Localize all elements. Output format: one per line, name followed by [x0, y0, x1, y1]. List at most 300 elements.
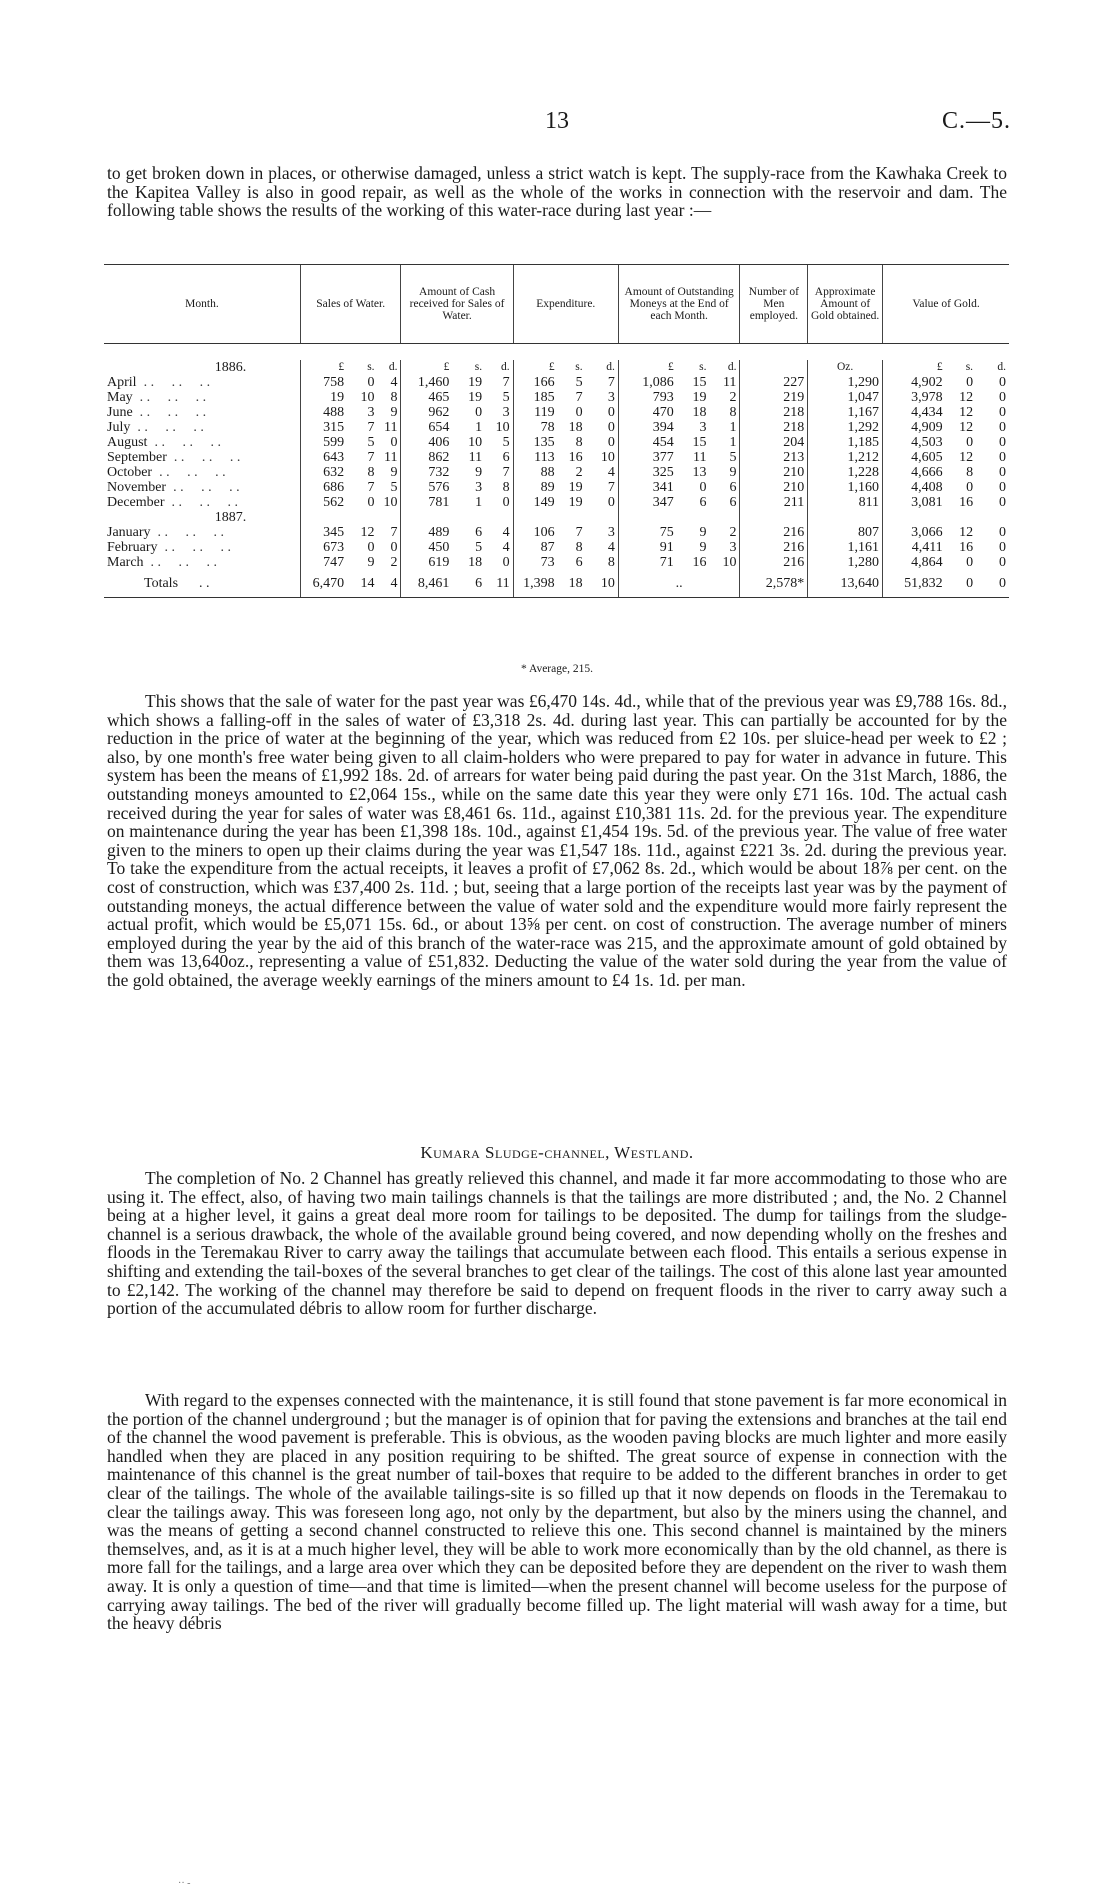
- exp-d: 0: [607, 420, 615, 435]
- totals-label: Totals . .: [104, 570, 300, 598]
- men-cell: 218: [740, 420, 808, 435]
- table-row: [104, 405, 1009, 420]
- cash-s: 18: [468, 555, 483, 570]
- cash-s: 19: [468, 375, 483, 390]
- cash-s: 19: [468, 390, 483, 405]
- water-race-table: [104, 264, 1009, 598]
- out-d: 11: [722, 375, 737, 390]
- exp-s: 8: [575, 435, 583, 450]
- section-heading-part2: Westland.: [614, 1143, 694, 1162]
- unit-pence: d.: [388, 361, 398, 373]
- out-s: 16: [692, 555, 707, 570]
- page-number: 13: [545, 108, 569, 134]
- sales-d: 11: [383, 450, 398, 465]
- val-l: 4,605: [883, 450, 946, 465]
- unit-shilling: s.: [367, 361, 375, 373]
- table-row: [104, 435, 1009, 450]
- men-cell: 211: [740, 495, 808, 510]
- exp-d: 4: [607, 465, 615, 480]
- val-s: 16: [959, 495, 974, 510]
- month-cell: March . . . . . .: [107, 555, 218, 570]
- sales-d: 10: [383, 495, 398, 510]
- month-cell: February . . . . . .: [107, 540, 232, 555]
- page-header: [0, 108, 1114, 138]
- gold-oz-cell: 1,160: [808, 480, 883, 495]
- cash-l: 654: [401, 420, 452, 435]
- out-s: 11: [693, 450, 707, 465]
- exp-l: 87: [513, 540, 557, 555]
- val-l: 4,902: [883, 375, 946, 390]
- sales-s: 0: [367, 375, 375, 390]
- out-l: 1,086: [618, 375, 676, 390]
- leader-dots: . . . . . .: [152, 465, 226, 480]
- exp-l: 78: [513, 420, 557, 435]
- unit-pound: £: [401, 360, 452, 375]
- val-l: 4,503: [883, 435, 946, 450]
- leader-dots: . . . . . .: [132, 390, 207, 405]
- out-l: 454: [618, 435, 676, 450]
- val-s: 0: [966, 435, 974, 450]
- rows-1886: [104, 375, 1009, 510]
- out-d: 3: [729, 540, 737, 555]
- out-l: 71: [618, 555, 676, 570]
- sales-d: 9: [390, 465, 398, 480]
- unit-shilling: s.: [474, 361, 483, 373]
- exp-s: 8: [575, 540, 583, 555]
- out-d: 9: [729, 465, 737, 480]
- totals-row: [104, 570, 1009, 598]
- exp-l: 149: [513, 495, 557, 510]
- leader-dots: . . . . . .: [164, 495, 239, 510]
- val-s: 12: [959, 420, 974, 435]
- totals-men: 2,578*: [740, 570, 808, 598]
- out-s: 19: [692, 390, 707, 405]
- totals-cash-s: 6: [452, 570, 485, 598]
- cash-s: 6: [475, 525, 483, 540]
- exp-d: 7: [607, 375, 615, 390]
- sales-l: 747: [300, 555, 347, 570]
- channel-paragraph-2: With regard to the expenses connected with the maintenance, it is still found that stone pavement is far more economical in the portion of the channel underground ; but the manager is of opinion that for paving the extensions and branches at the tail end of the channel the wood pavement is preferable. This is obvious, as the wooden paving blocks are much lighter and more easily handled when they are placed in any position requiring to be shifted. The great source of expense in connection with the maintenance of this channel is the great number of tail-boxes that require to be added to the different branches in order to get clear of the tailings. The whole of the available tailings-site is so filled up that it now depends on floods in the Teremakau to clear the tailings away. This was foreseen long ago, not only by the department, but also by the miners using the channel, and was the means of getting a second channel constructed to relieve this one. This second channel is maintained by the miners themselves, and, as it is at a much higher level, they will be able to work more economically than by the old channel, as there is more fall for the tailings, and a large area over which they can be deposited before they are dependent on the river to wash them away. It is only a question of time—and that time is limited—when the present channel will become useless for the purpose of carrying away tailings. The bed of the river will gradually become filled up. The light material will wash away for a time, but the heavy débris: [107, 1390, 1007, 1634]
- exp-d: 0: [607, 435, 615, 450]
- gold-oz-cell: 1,167: [808, 405, 883, 420]
- unit-ounces: Oz.: [808, 360, 883, 375]
- month-cell: December . . . . . .: [107, 495, 239, 510]
- out-l: 470: [618, 405, 676, 420]
- val-l: 3,066: [883, 525, 946, 540]
- bottom-mark: ·· ‐: [178, 1878, 191, 1889]
- month-cell: October . . . . . .: [107, 465, 226, 480]
- month-cell: September . . . . . .: [107, 450, 241, 465]
- sales-s: 3: [367, 405, 375, 420]
- leader-dots: . . . . . .: [166, 480, 240, 495]
- men-cell: 204: [740, 435, 808, 450]
- cash-l: 489: [401, 525, 452, 540]
- leader-dots: . . . . . .: [157, 540, 232, 555]
- val-s: 0: [966, 375, 974, 390]
- val-s: 12: [959, 405, 974, 420]
- exp-l: 89: [513, 480, 557, 495]
- table-row: [104, 450, 1009, 465]
- sales-d: 9: [390, 405, 398, 420]
- val-d: 0: [999, 435, 1006, 450]
- sales-d: 7: [390, 525, 398, 540]
- gold-oz-cell: 1,280: [808, 555, 883, 570]
- gold-oz-cell: 1,047: [808, 390, 883, 405]
- leader-dots: . . . . . .: [150, 525, 225, 540]
- sales-l: 673: [300, 540, 347, 555]
- cash-l: 962: [401, 405, 452, 420]
- men-cell: 216: [740, 540, 808, 555]
- exp-d: 0: [607, 495, 615, 510]
- out-d: 6: [729, 480, 737, 495]
- sales-d: 2: [390, 555, 398, 570]
- val-l: 4,411: [883, 540, 946, 555]
- header-men: Number of Men employed.: [740, 265, 808, 344]
- men-cell: 227: [740, 375, 808, 390]
- unit-pence: d.: [606, 361, 615, 373]
- sales-l: 599: [300, 435, 347, 450]
- month-cell: November . . . . . .: [107, 480, 240, 495]
- exp-l: 73: [513, 555, 557, 570]
- cash-d: 6: [502, 450, 510, 465]
- men-cell: 216: [740, 555, 808, 570]
- val-d: 0: [999, 405, 1006, 420]
- cash-l: 619: [401, 555, 452, 570]
- table-row: [104, 495, 1009, 510]
- val-l: 4,434: [883, 405, 946, 420]
- out-d: 1: [729, 420, 737, 435]
- val-d: 0: [999, 375, 1006, 390]
- header-outstanding: Amount of Outstanding Moneys at the End of each Month.: [618, 265, 740, 344]
- sales-d: 5: [390, 480, 398, 495]
- val-l: 3,978: [883, 390, 946, 405]
- month-cell: May . . . . . .: [107, 390, 207, 405]
- exp-l: 106: [513, 525, 557, 540]
- val-d: 0: [999, 450, 1006, 465]
- val-d: 0: [999, 390, 1006, 405]
- month-cell: April . . . . . .: [107, 375, 211, 390]
- gold-oz-cell: 1,228: [808, 465, 883, 480]
- val-s: 12: [959, 450, 974, 465]
- val-s: 12: [959, 390, 974, 405]
- gold-oz-cell: 1,185: [808, 435, 883, 450]
- totals-cash-d: 11: [485, 570, 513, 598]
- totals-exp-d: 10: [586, 570, 619, 598]
- table-row: [104, 555, 1009, 570]
- cash-s: 10: [468, 435, 483, 450]
- val-d: 0: [999, 555, 1006, 570]
- cash-l: 732: [401, 465, 452, 480]
- leader-dots: . . . . . .: [130, 420, 204, 435]
- totals-sales-s: 14: [347, 570, 377, 598]
- section-heading-part1: Kumara Sludge-channel,: [420, 1143, 610, 1162]
- totals-val-d: 0: [976, 570, 1009, 598]
- month-cell: June . . . . . .: [107, 405, 207, 420]
- val-d: 0: [999, 495, 1006, 510]
- unit-pence: d.: [727, 361, 737, 373]
- out-s: 9: [699, 525, 707, 540]
- leader-dots: . . . . . .: [166, 450, 241, 465]
- sales-l: 562: [300, 495, 347, 510]
- sales-l: 19: [300, 390, 347, 405]
- out-d: 10: [722, 555, 737, 570]
- cash-d: 5: [502, 390, 510, 405]
- cash-d: 4: [502, 525, 510, 540]
- table-header-row: [104, 265, 1009, 344]
- out-l: 325: [618, 465, 676, 480]
- exp-l: 135: [513, 435, 557, 450]
- val-l: 3,081: [883, 495, 946, 510]
- exp-d: 10: [600, 450, 615, 465]
- table-row: [104, 390, 1009, 405]
- exp-d: 3: [607, 525, 615, 540]
- out-l: 75: [618, 525, 676, 540]
- table-row: [104, 420, 1009, 435]
- exp-s: 7: [575, 525, 583, 540]
- sales-s: 5: [367, 435, 375, 450]
- sales-d: 11: [383, 420, 398, 435]
- cash-d: 7: [502, 465, 510, 480]
- sales-s: 0: [367, 540, 375, 555]
- cash-s: 5: [475, 540, 483, 555]
- cash-d: 7: [502, 375, 510, 390]
- sales-l: 632: [300, 465, 347, 480]
- table-row: [104, 540, 1009, 555]
- cash-d: 3: [502, 405, 510, 420]
- cash-s: 0: [475, 405, 483, 420]
- totals-exp-s: 18: [558, 570, 586, 598]
- leader-dots: . . . . . .: [147, 435, 221, 450]
- cash-s: 1: [475, 420, 483, 435]
- unit-pence: d.: [997, 361, 1006, 373]
- table-row: [104, 465, 1009, 480]
- cash-d: 8: [502, 480, 510, 495]
- val-s: 0: [966, 480, 974, 495]
- out-l: 91: [618, 540, 676, 555]
- unit-pound: £: [883, 360, 946, 375]
- sales-d: 0: [390, 540, 398, 555]
- out-s: 15: [692, 435, 707, 450]
- men-cell: 210: [740, 480, 808, 495]
- unit-shilling: s.: [575, 361, 583, 373]
- men-cell: 210: [740, 465, 808, 480]
- totals-sales-d: 4: [378, 570, 401, 598]
- sales-s: 8: [367, 465, 375, 480]
- cash-s: 9: [475, 465, 483, 480]
- sales-s: 7: [367, 450, 375, 465]
- sales-s: 12: [360, 525, 375, 540]
- leader-dots: . . . . . .: [143, 555, 218, 570]
- cash-s: 3: [475, 480, 483, 495]
- sales-d: 4: [390, 375, 398, 390]
- out-l: 793: [618, 390, 676, 405]
- val-d: 0: [999, 480, 1006, 495]
- exp-s: 16: [568, 450, 583, 465]
- val-l: 4,408: [883, 480, 946, 495]
- out-s: 3: [699, 420, 707, 435]
- year-label: 1886.: [214, 360, 247, 375]
- exp-s: 0: [575, 405, 583, 420]
- section-heading: [0, 1143, 1114, 1163]
- out-d: 5: [729, 450, 737, 465]
- header-gold-value: Value of Gold.: [883, 265, 1009, 344]
- leader-dots: . . . . . .: [136, 375, 211, 390]
- cash-d: 10: [495, 420, 510, 435]
- cash-l: 576: [401, 480, 452, 495]
- val-s: 0: [966, 555, 974, 570]
- cash-l: 465: [401, 390, 452, 405]
- cash-l: 406: [401, 435, 452, 450]
- table-footnote: * Average, 215.: [521, 663, 593, 675]
- val-d: 0: [999, 420, 1006, 435]
- cash-d: 5: [502, 435, 510, 450]
- out-s: 0: [699, 480, 707, 495]
- out-s: 9: [699, 540, 707, 555]
- month-cell: January . . . . . .: [107, 525, 225, 540]
- sales-l: 643: [300, 450, 347, 465]
- header-sales: Sales of Water.: [300, 265, 401, 344]
- cash-d: 0: [502, 495, 510, 510]
- val-l: 4,909: [883, 420, 946, 435]
- out-s: 18: [692, 405, 707, 420]
- totals-sales-l: 6,470: [300, 570, 347, 598]
- channel-paragraph-1: The completion of No. 2 Channel has greatly relieved this channel, and made it far more accommodating to those who are using it. The effect, also, of having two main tailings channels is that the tailings are more distributed ; and, the No. 2 Channel being at a higher level, it gains a great deal more room for tailings to be deposited. The dump for tailings from the sludge-channel is a serious drawback, the whole of the available ground being covered, and now depending wholly on the freshes and floods in the Teremakau River to carry away the tailings that accumulate between each flood. This entails a serious expense in shifting and extending the tail-boxes of the several branches to get clear of the tailings. The cost of this alone last year amounted to £2,142. The working of the channel may therefore be said to depend on frequent floods in the river to carry away such a portion of the accumulated débris to allow room for further discharge.: [107, 1168, 1007, 1319]
- val-d: 0: [999, 525, 1006, 540]
- exp-d: 0: [607, 405, 615, 420]
- intro-paragraph: to get broken down in places, or otherwise damaged, unless a strict watch is kept. The supply-race from the Kawhaka Creek to the Kapitea Valley is also in good repair, as well as the whole of the works in connection with the reservoir and dam. The following table shows the results of the working of this water-race during last year :—: [107, 163, 1007, 221]
- exp-d: 8: [607, 555, 615, 570]
- exp-s: 18: [568, 420, 583, 435]
- sales-d: 0: [390, 435, 398, 450]
- sales-l: 488: [300, 405, 347, 420]
- val-d: 0: [999, 465, 1006, 480]
- units-row: [104, 360, 1009, 375]
- exp-l: 119: [513, 405, 557, 420]
- totals-val-l: 51,832: [883, 570, 946, 598]
- out-d: 1: [729, 435, 737, 450]
- cash-d: 0: [502, 555, 510, 570]
- val-d: 0: [999, 540, 1006, 555]
- summary-paragraph: This shows that the sale of water for the past year was £6,470 14s. 4d., while that of the previous year was £9,788 16s. 8d., which shows a falling-off in the sales of water of £3,318 2s. 4d. during last year. This can partially be accounted for by the reduction in the price of water at the beginning of the year, which was reduced from £2 10s. per sluice-head per week to £2 ; also, by one month's free water being given to all claim-holders who were prepared to pay for water in advance in future. This system has been the means of £1,992 18s. 2d. of arrears for water being paid during the past year. On the 31st March, 1886, the outstanding moneys amounted to £2,064 15s., while on the same date this year they were only £71 16s. 10d. The actual cash received during the year for sales of water was £8,461 6s. 11d., against £10,381 11s. 2d. for the previous year. The expenditure on maintenance during the year has been £1,398 18s. 10d., against £1,454 19s. 5d. of the previous year. The value of free water given to the miners to open up their claims during the year was £1,547 18s. 11d., against £221 3s. 2d. during the previous year. To take the expenditure from the actual receipts, it leaves a profit of £7,062 8s. 2d., which would be about 18⅞ per cent. on the cost of construction, which was £37,400 2s. 11d. ; but, seeing that a large portion of the receipts last year was by the payment of outstanding moneys, the actual difference between the value of water sold and the expenditure would more fairly represent the actual profit, which would be £5,071 15s. 6d., or about 13⅝ per cent. on cost of construction. The average number of miners employed during the year by the aid of this branch of the water-race was 215, and the approximate amount of gold obtained by them was 13,640oz., representing a value of £51,832. Deducting the value of the water sold during the year from the value of the gold obtained, the average weekly earnings of the miners amount to £4 1s. 1d. per man.: [107, 691, 1007, 990]
- exp-s: 2: [575, 465, 583, 480]
- val-s: 16: [959, 540, 974, 555]
- exp-l: 166: [513, 375, 557, 390]
- out-d: 6: [729, 495, 737, 510]
- sales-s: 7: [367, 420, 375, 435]
- out-d: 2: [729, 525, 737, 540]
- exp-l: 185: [513, 390, 557, 405]
- out-d: 8: [729, 405, 737, 420]
- header-expenditure: Expenditure.: [513, 265, 618, 344]
- year-label: 1887.: [214, 510, 247, 525]
- men-cell: 213: [740, 450, 808, 465]
- out-l: 377: [618, 450, 676, 465]
- table-row: [104, 480, 1009, 495]
- sales-s: 9: [367, 555, 375, 570]
- totals-cash-l: 8,461: [401, 570, 452, 598]
- exp-s: 6: [575, 555, 583, 570]
- header-month: Month.: [104, 265, 300, 344]
- totals-val-s: 0: [946, 570, 976, 598]
- header-cash: Amount of Cash received for Sales of Water.: [401, 265, 513, 344]
- exp-d: 3: [607, 390, 615, 405]
- exp-d: 4: [607, 540, 615, 555]
- val-l: 4,864: [883, 555, 946, 570]
- sales-d: 8: [390, 390, 398, 405]
- out-s: 13: [692, 465, 707, 480]
- sales-l: 758: [300, 375, 347, 390]
- unit-shilling: s.: [965, 361, 974, 373]
- exp-s: 19: [568, 495, 583, 510]
- totals-gold-oz: 13,640: [808, 570, 883, 598]
- out-l: 347: [618, 495, 676, 510]
- out-s: 6: [699, 495, 707, 510]
- out-l: 394: [618, 420, 676, 435]
- val-s: 12: [959, 525, 974, 540]
- unit-pound: £: [300, 360, 347, 375]
- exp-s: 5: [575, 375, 583, 390]
- gold-oz-cell: 1,292: [808, 420, 883, 435]
- document-code: C.—5.: [941, 108, 1011, 134]
- exp-d: 7: [607, 480, 615, 495]
- sales-l: 315: [300, 420, 347, 435]
- unit-pound: £: [513, 360, 557, 375]
- cash-l: 781: [401, 495, 452, 510]
- sales-s: 0: [367, 495, 375, 510]
- table-row: [104, 525, 1009, 540]
- table-row: [104, 375, 1009, 390]
- unit-pence: d.: [501, 361, 510, 373]
- exp-l: 88: [513, 465, 557, 480]
- cash-l: 862: [401, 450, 452, 465]
- gold-oz-cell: 1,212: [808, 450, 883, 465]
- men-cell: 218: [740, 405, 808, 420]
- cash-l: 1,460: [401, 375, 452, 390]
- totals-exp-l: 1,398: [513, 570, 557, 598]
- gold-oz-cell: 811: [808, 495, 883, 510]
- men-cell: 216: [740, 525, 808, 540]
- exp-s: 19: [568, 480, 583, 495]
- sales-l: 686: [300, 480, 347, 495]
- gold-oz-cell: 807: [808, 525, 883, 540]
- cash-s: 1: [475, 495, 483, 510]
- sales-l: 345: [300, 525, 347, 540]
- unit-pound: £: [618, 360, 676, 375]
- gold-oz-cell: 1,290: [808, 375, 883, 390]
- out-d: 2: [729, 390, 737, 405]
- val-l: 4,666: [883, 465, 946, 480]
- gold-oz-cell: 1,161: [808, 540, 883, 555]
- unit-shilling: s.: [699, 361, 707, 373]
- month-cell: July . . . . . .: [107, 420, 204, 435]
- leader-dots: . . . . . .: [132, 405, 207, 420]
- year-row: [104, 510, 1009, 525]
- men-cell: 219: [740, 390, 808, 405]
- month-cell: August . . . . . .: [107, 435, 221, 450]
- cash-l: 450: [401, 540, 452, 555]
- header-gold-oz: Approximate Amount of Gold obtained.: [808, 265, 883, 344]
- rows-1887: [104, 525, 1009, 570]
- exp-l: 113: [513, 450, 557, 465]
- exp-s: 7: [575, 390, 583, 405]
- sales-s: 7: [367, 480, 375, 495]
- out-s: 15: [692, 375, 707, 390]
- val-s: 8: [966, 465, 974, 480]
- sales-s: 10: [360, 390, 375, 405]
- cash-d: 4: [502, 540, 510, 555]
- out-l: 341: [618, 480, 676, 495]
- cash-s: 11: [468, 450, 483, 465]
